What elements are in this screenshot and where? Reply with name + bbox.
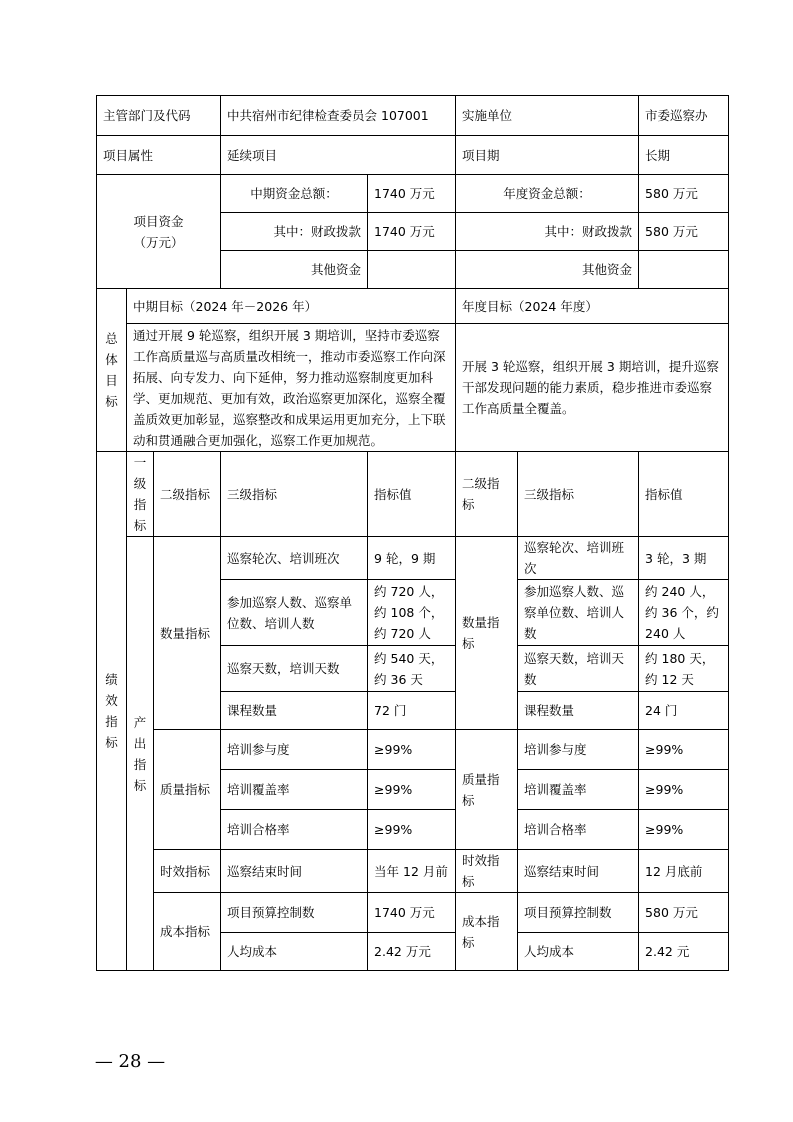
indicators-label-char: 标 [105,735,118,750]
annual-indicator-value: ≥99% [639,810,729,850]
mid-value-header: 指标值 [368,452,456,537]
mid-level3-header: 三级指标 [221,452,368,537]
mid-fiscal-value: 1740 万元 [368,213,456,251]
period-value: 长期 [639,136,729,175]
annual-indicator-value: ≥99% [639,730,729,770]
goals-label-char: 目 [105,373,118,388]
mid-indicator-name: 培训覆盖率 [221,770,368,810]
indicators-label [97,452,127,971]
attr-label: 项目属性 [97,136,221,175]
impl-label: 实施单位 [456,96,639,136]
attr-value: 延续项目 [221,136,456,175]
annual-indicator-value: 24 门 [639,692,729,730]
output-label-char: 产 [133,714,147,730]
annual-other-label: 其他资金 [456,251,639,289]
annual-indicator-value: 12 月底前 [639,850,729,893]
mid-indicator-value: 当年 12 月前 [368,850,456,893]
mid-indicator-name: 培训合格率 [221,810,368,850]
mid-total-value: 1740 万元 [368,175,456,213]
indicator-row [97,537,729,580]
annual-other-value [639,251,729,289]
annual-quality-group: 质量指标 [456,730,518,850]
mid-fiscal-label: 其中：财政拨款 [221,213,368,251]
goals-label-char: 标 [105,394,118,409]
level1-header-char: 标 [133,518,147,533]
mid-indicator-name: 培训参与度 [221,730,368,770]
indicator-header-row [97,452,729,537]
goals-label-char: 体 [105,352,118,367]
indicator-row [97,730,729,770]
mid-indicator-value: ≥99% [368,770,456,810]
mid-indicator-name: 巡察结束时间 [221,850,368,893]
annual-indicator-name: 培训合格率 [518,810,639,850]
performance-goal-table [96,95,729,971]
impl-value: 市委巡察办 [639,96,729,136]
annual-indicator-name: 培训覆盖率 [518,770,639,810]
goals-text-row [97,324,729,452]
mid-indicator-name: 巡察轮次、培训班次 [221,537,368,580]
annual-indicator-value: 3 轮，3 期 [639,537,729,580]
mid-indicator-name: 项目预算控制数 [221,893,368,933]
annual-indicator-name: 培训参与度 [518,730,639,770]
attr-row [97,136,729,175]
annual-indicator-name: 课程数量 [518,692,639,730]
indicator-row [97,893,729,933]
annual-indicator-name: 巡察轮次、培训班次 [518,537,639,580]
mid-indicator-name: 巡察天数，培训天数 [221,646,368,692]
annual-goal-header: 年度目标（2024 年度） [456,289,729,324]
annual-fiscal-value: 580 万元 [639,213,729,251]
output-indicator-label [127,537,154,971]
annual-level2-header: 二级指标 [456,452,518,537]
annual-indicator-name: 巡察结束时间 [518,850,639,893]
annual-quantity-group: 数量指标 [456,537,518,730]
annual-value-header: 指标值 [639,452,729,537]
dept-row [97,96,729,136]
annual-goal-text: 开展 3 轮巡察，组织开展 3 期培训，提升巡察干部发现问题的能力素质，稳步推进市委巡察工作高质量全覆盖。 [456,324,729,452]
output-label-char: 标 [133,777,147,793]
mid-indicator-name: 参加巡察人数、巡察单位数、培训人数 [221,580,368,646]
annual-fiscal-label: 其中：财政拨款 [456,213,639,251]
mid-indicator-value: 9 轮，9 期 [368,537,456,580]
funds-label-line2: （万元） [133,234,184,250]
annual-indicator-value: 2.42 元 [639,933,729,971]
mid-indicator-value: ≥99% [368,730,456,770]
mid-cost-group: 成本指标 [154,893,221,971]
annual-indicator-value: ≥99% [639,770,729,810]
annual-total-value: 580 万元 [639,175,729,213]
level1-header-char: 一 [133,455,147,470]
annual-indicator-name: 项目预算控制数 [518,893,639,933]
mid-other-label: 其他资金 [221,251,368,289]
mid-indicator-name: 课程数量 [221,692,368,730]
annual-cost-group: 成本指标 [456,893,518,971]
annual-total-label: 年度资金总额： [456,175,639,213]
level1-header-char: 级 [133,476,147,491]
annual-indicator-value: 约 240 人，约 36 个，约 240 人 [639,580,729,646]
dept-value: 中共宿州市纪律检查委员会 107001 [221,96,456,136]
mid-level2-header: 二级指标 [154,452,221,537]
mid-indicator-value: 1740 万元 [368,893,456,933]
indicator-row [97,850,729,893]
goals-label-char: 总 [105,331,118,346]
goals-header-row [97,289,729,324]
mid-indicator-value: 约 540 天，约 36 天 [368,646,456,692]
page-number: — 28 — [94,1051,166,1072]
mid-indicator-value: 约 720 人，约 108 个，约 720 人 [368,580,456,646]
mid-indicator-value: ≥99% [368,810,456,850]
dept-label: 主管部门及代码 [97,96,221,136]
funds-label-line1: 项目资金 [133,213,184,229]
output-label-char: 指 [133,756,147,772]
funds-label [97,175,221,289]
mid-total-label: 中期资金总额： [221,175,368,213]
mid-other-value [368,251,456,289]
indicators-label-char: 效 [105,693,118,708]
level1-header [127,452,154,537]
annual-level3-header: 三级指标 [518,452,639,537]
mid-indicator-value: 2.42 万元 [368,933,456,971]
level1-header-char: 指 [133,497,147,512]
output-label-char: 出 [133,735,147,751]
annual-indicator-name: 巡察天数，培训天数 [518,646,639,692]
annual-indicator-name: 参加巡察人数、巡察单位数、培训人数 [518,580,639,646]
annual-indicator-name: 人均成本 [518,933,639,971]
mid-indicator-value: 72 门 [368,692,456,730]
mid-goal-header: 中期目标（2024 年－2026 年） [127,289,456,324]
annual-indicator-value: 580 万元 [639,893,729,933]
mid-timeliness-group: 时效指标 [154,850,221,893]
mid-goal-text: 通过开展 9 轮巡察，组织开展 3 期培训，坚持市委巡察工作高质量巡与高质量改相统一，推动市委巡察工作向深拓展、向专发力、向下延伸，努力推动巡察制度更加科学、更加规范、更加有效，政治巡察更加深化，巡察全覆盖质效更加彰显，巡察整改和成果运用更加充分，上下联动和贯通融合更加强化，巡察工作更加规范。 [127,324,456,452]
goals-label [97,289,127,452]
funds-row-total [97,175,729,213]
annual-indicator-value: 约 180 天，约 12 天 [639,646,729,692]
indicators-label-char: 绩 [105,672,118,687]
mid-indicator-name: 人均成本 [221,933,368,971]
mid-quality-group: 质量指标 [154,730,221,850]
mid-quantity-group: 数量指标 [154,537,221,730]
period-label: 项目期 [456,136,639,175]
indicators-label-char: 指 [105,714,118,729]
annual-timeliness-group: 时效指标 [456,850,518,893]
